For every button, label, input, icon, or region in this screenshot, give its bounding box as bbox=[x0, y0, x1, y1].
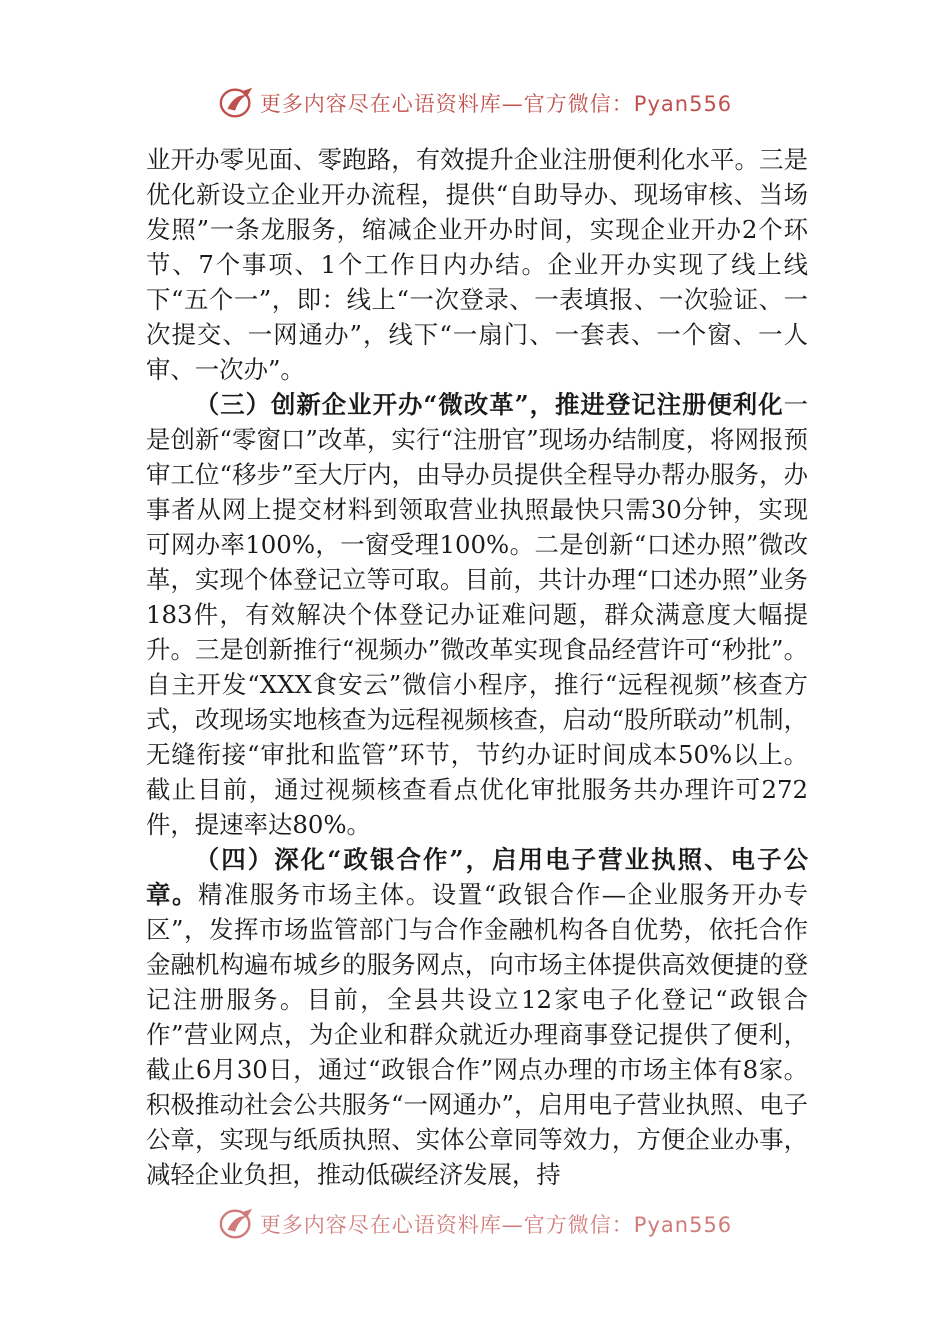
watermark-footer bbox=[0, 1204, 950, 1244]
watermark-text: 更多内容尽在心语资料库—官方微信：Pyan556 bbox=[259, 1213, 733, 1237]
section-heading-4: （四）深化“政银合作”，启用电子营业执照、电子公章。 bbox=[146, 845, 808, 909]
paragraph-1: 业开办零见面、零跑路，有效提升企业注册便利化水平。三是优化新设立企业开办流程，提供“自助导办、现场审核、当场发照”一条龙服务，缩减企业开办时间，实现企业开办2个环节、7个事项、1个工作日内办结。企业开办实现了线上线下“五个一”，即：线上“一次登录、一表填报、一次验证、一次提交、一网通办”，线下“一扇门、一套表、一个窗、一人审、一次办”。 bbox=[146, 145, 808, 384]
watermark-header bbox=[0, 83, 950, 123]
paragraph-2: 一是创新“零窗口”改革，实行“注册官”现场办结制度，将网报预审工位“移步”至大厅内，由导办员提供全程导办帮办服务，办事者从网上提交材料到领取营业执照最快只需30分钟，实现可网办率100%，一窗受理100%。二是创新“口述办照”微改革，实现个体登记立等可取。目前，共计办理“口述办照”业务183件，有效解决个体登记办证难问题，群众满意度大幅提升。三是创新推行“视频办”微改革实现食品经营许可“秒批”。自主开发“XXX食安云”微信小程序，推行“远程视频”核查方式，改现场实地核查为远程视频核查，启动“股所联动”机制，无缝衔接“审批和监管”环节，节约办证时间成本50%以上。截止目前，通过视频核查看点优化审批服务共办理许可272件，提速率达80%。 bbox=[146, 390, 808, 839]
paragraph-3: 精准服务市场主体。设置“政银合作—企业服务开办专区”，发挥市场监管部门与合作金融机构各自优势，依托合作金融机构遍布城乡的服务网点，向市场主体提供高效便捷的登记注册服务。目前，全县共设立12家电子化登记“政银合作”营业网点，为企业和群众就近办理商事登记提供了便利，截止6月30日，通过“政银合作”网点办理的市场主体有8家。积极推动社会公共服务“一网通办”，启用电子营业执照、电子公章，实现与纸质执照、实体公章同等效力，方便企业办事，减轻企业负担，推动低碳经济发展，持 bbox=[146, 880, 808, 1189]
watermark-logo-icon bbox=[218, 1206, 256, 1242]
watermark-logo-icon bbox=[218, 85, 256, 121]
section-heading-3: （三）创新企业开办“微改革”，推进登记注册便利化 bbox=[194, 390, 784, 419]
watermark-text: 更多内容尽在心语资料库—官方微信：Pyan556 bbox=[259, 92, 733, 116]
document-body bbox=[146, 142, 808, 1192]
